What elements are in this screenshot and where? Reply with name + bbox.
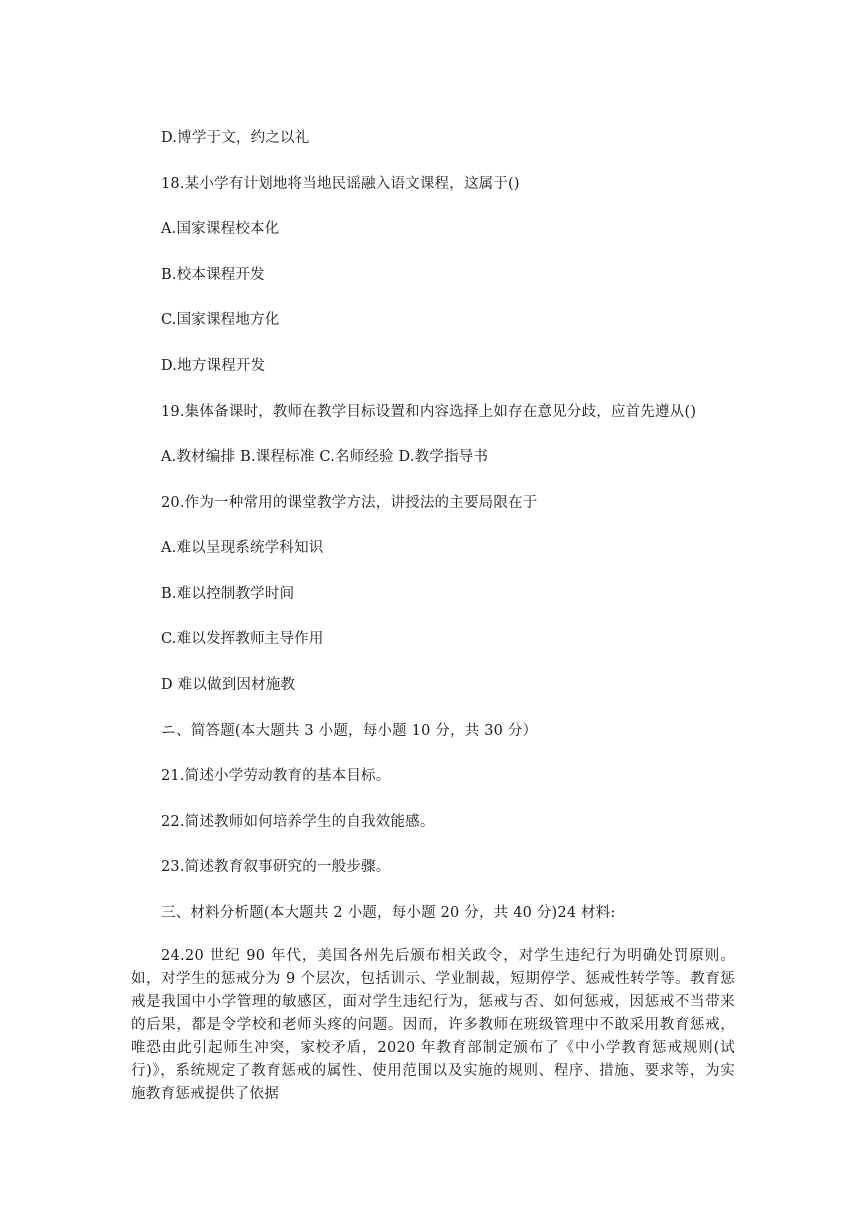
- option-20-c: C.难以发挥教师主导作用: [161, 631, 324, 647]
- material-24-paragraph: 24.20 世纪 90 年代，美国各州先后颁布相关政令，对学生违纪行为明确处罚原则。如，对学生的惩戒分为 9 个层次，包括训示、学业制裁，短期停学、惩戒性转学等。教育惩戒是我国中小学管理的敏感区，面对学生违纪行为，惩戒与否、如何惩戒，因惩戒不当带来的后果，都是令学校和老师头疼的问题。因而，许多教师在班级管理中不敢采用教育惩戒，唯恐由此引起师生冲突，家校矛盾，2020 年教育部制定颁布了《中小学教育惩戒规则(试行)》，系统规定了教育惩戒的属性、使用范围以及实施的规则、程序、措施、要求等，为实施教育惩戒提供了依据: [131, 948, 735, 1102]
- section-2-heading: ニ、简答题(本大题共 3 小题，每小题 10 分，共 30 分）: [161, 723, 538, 739]
- option-18-c: C.国家课程地方化: [161, 312, 280, 328]
- question-22: 22.简述教师如何培养学生的自我效能感。: [161, 814, 435, 830]
- options-19: A.教材编排 B.课程标准 C.名师经验 D.教学指导书: [161, 449, 489, 465]
- option-20-b: B.难以控制教学时间: [161, 586, 295, 602]
- option-18-b: B.校本课程开发: [161, 267, 265, 283]
- question-18: 18.某小学有计划地将当地民谣融入语文课程，这属于(): [161, 176, 520, 192]
- question-19: 19.集体备课时，教师在教学目标设置和内容选择上如存在意见分歧，应首先遵从(): [161, 404, 697, 420]
- question-21: 21.简述小学劳动教育的基本目标。: [161, 768, 391, 784]
- option-20-a: A.难以呈现系统学科知识: [161, 540, 324, 556]
- option-17-d: D.博学于文，约之以礼: [161, 130, 310, 146]
- option-20-d: D 难以做到因材施教: [161, 677, 296, 693]
- option-18-d: D.地方课程开发: [161, 358, 266, 374]
- question-23: 23.简述教育叙事研究的一般步骤。: [161, 859, 391, 875]
- option-18-a: A.国家课程校本化: [161, 221, 280, 237]
- question-20: 20.作为一种常用的课堂教学方法，讲授法的主要局限在于: [161, 495, 538, 511]
- section-3-heading: 三、材料分析题(本大题共 2 小题，每小题 20 分，共 40 分)24 材料:: [161, 905, 616, 921]
